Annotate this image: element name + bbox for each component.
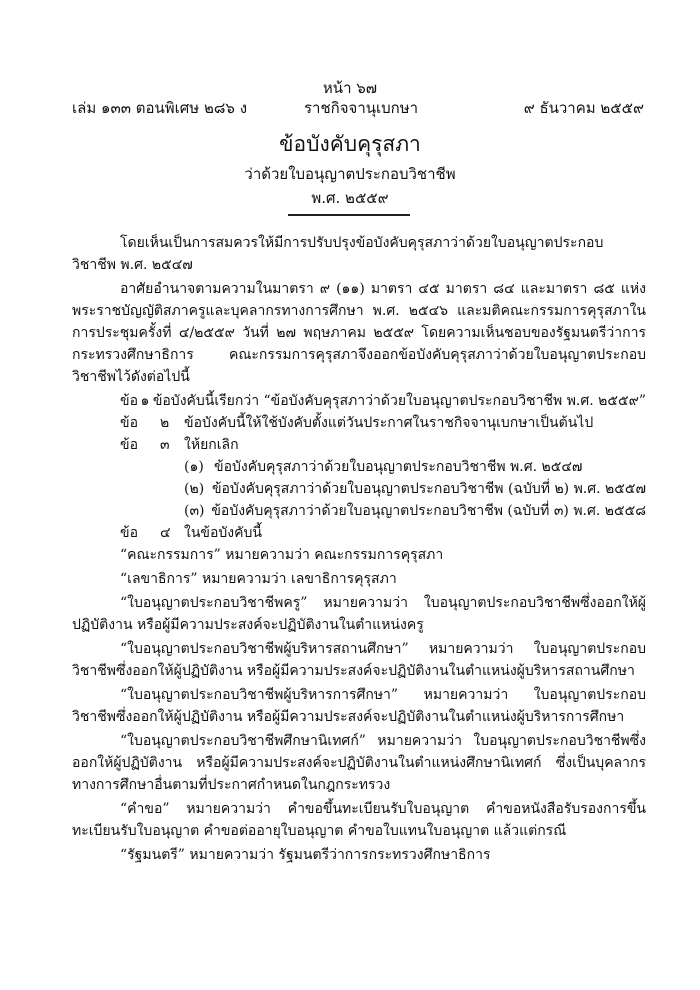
definition: “ใบอนุญาตประกอบวิชาชีพศึกษานิเทศก์” หมายความว่า ใบอนุญาตประกอบวิชาชีพซึ่งออกให้ผู้ปฏิบัติงาน หรือผู้มีความประสงค์จะปฏิบัติงานในตำแหน่งศึกษานิเทศก์ ซึ่งเป็นบุคลากรทางการศึกษาอื่นตามที่ประกาศกำหนดในกฎกระทรวง [72,733,646,793]
volume-info: เล่ม ๑๓๓ ตอนพิเศษ ๒๘๖ ง [72,99,248,117]
item-number: (๑) [184,459,204,475]
clause-number: ๒ [160,415,170,431]
item-text: ข้อบังคับคุรุสภาว่าด้วยใบอนุญาตประกอบวิชาชีพ (ฉบับที่ ๒) พ.ศ. ๒๕๕๗ [211,481,646,497]
clause-row [72,434,646,456]
definition: “ใบอนุญาตประกอบวิชาชีพครู” หมายความว่า ใบอนุญาตประกอบวิชาชีพซึ่งออกให้ผู้ปฏิบัติงาน หรือผู้มีความประสงค์จะปฏิบัติงานในตำแหน่งครู [72,595,646,633]
clause-row [72,412,646,434]
clause-number: ๔ [160,525,171,541]
definition: “เลขาธิการ” หมายความว่า เลขาธิการคุรุสภา [120,571,397,587]
preamble-paragraph: อาศัยอำนาจตามความในมาตรา ๙ (๑๑) มาตรา ๔๕ มาตรา ๘๔ และมาตรา ๘๕ แห่งพระราชบัญญัติสภาครูและบุคลากรทางการศึกษา พ.ศ. ๒๕๔๖ และมติคณะกรรมการคุรุสภาในการประชุมครั้งที่ ๔/๒๕๕๙ วันที่ ๒๗ พฤษภาคม ๒๕๕๙ โดยความเห็นชอบของรัฐมนตรีว่าการกระทรวงศึกษาธิการ คณะกรรมการคุรุสภาจึงออกข้อบังคับคุรุสภาว่าด้วยใบอนุญาตประกอบวิชาชีพไว้ดังต่อไปนี้ [72,281,646,385]
clause-label: ข้อ [120,393,138,409]
clause-label: ข้อ [120,437,138,453]
clause-label: ข้อ [120,415,138,431]
gazette-name: ราชกิจจานุเบกษา [304,99,419,117]
gazette-header [72,96,644,116]
page-number: หน้า ๖๗ [322,79,378,97]
repealed-item [72,456,646,478]
definition: “คณะกรรมการ” หมายความว่า คณะกรรมการคุรุสภา [120,547,444,563]
document-subtitle: ว่าด้วยใบอนุญาตประกอบวิชาชีพ [244,165,456,183]
clause-text: ในข้อบังคับนี้ [184,525,262,541]
repealed-item [72,500,646,522]
clause-text: ข้อบังคับนี้ให้ใช้บังคับตั้งแต่วันประกาศในราชกิจจานุเบกษาเป็นต้นไป [184,415,594,431]
clause-label: ข้อ [120,525,138,541]
preamble-paragraph: โดยเห็นเป็นการสมควรให้มีการปรับปรุงข้อบังคับคุรุสภาว่าด้วยใบอนุญาตประกอบวิชาชีพ พ.ศ. ๒๕๔๗ [72,235,604,273]
definition: “ใบอนุญาตประกอบวิชาชีพผู้บริหารการศึกษา” หมายความว่า ใบอนุญาตประกอบวิชาชีพซึ่งออกให้ผู้ปฏิบัติงาน หรือผู้มีความประสงค์จะปฏิบัติงานในตำแหน่งผู้บริหารการศึกษา [72,687,646,725]
definition: “รัฐมนตรี” หมายความว่า รัฐมนตรีว่าการกระทรวงศึกษาธิการ [120,847,491,863]
item-text: ข้อบังคับคุรุสภาว่าด้วยใบอนุญาตประกอบวิชาชีพ พ.ศ. ๒๕๔๗ [214,459,583,475]
repealed-item [72,478,646,500]
document-body [72,232,646,868]
item-number: (๒) [184,481,205,497]
clause-number: ๑ [140,393,150,409]
document-year: พ.ศ. ๒๕๕๙ [311,189,389,207]
item-text: ข้อบังคับคุรุสภาว่าด้วยใบอนุญาตประกอบวิชาชีพ (ฉบับที่ ๓) พ.ศ. ๒๕๕๘ [211,503,646,519]
item-number: (๓) [184,503,205,519]
publication-date: ๙ ธันวาคม ๒๕๕๙ [523,99,644,117]
clause-text: ข้อบังคับนี้เรียกว่า “ข้อบังคับคุรุสภาว่าด้วยใบอนุญาตประกอบวิชาชีพ พ.ศ. ๒๕๕๙” [152,393,646,409]
clause-text: ให้ยกเลิก [184,437,239,453]
title-divider [288,214,410,216]
clause-row [72,390,646,412]
clause-number: ๓ [160,437,170,453]
definition: “คำขอ” หมายความว่า คำขอขึ้นทะเบียนรับใบอนุญาต คำขอหนังสือรับรองการขึ้นทะเบียนรับใบอนุญาต คำขอต่ออายุใบอนุญาต คำขอใบแทนใบอนุญาต แล้วแต่กรณี [72,801,646,839]
definition: “ใบอนุญาตประกอบวิชาชีพผู้บริหารสถานศึกษา” หมายความว่า ใบอนุญาตประกอบวิชาชีพซึ่งออกให้ผู้ปฏิบัติงาน หรือผู้มีความประสงค์จะปฏิบัติงานในตำแหน่งผู้บริหารสถานศึกษา [72,641,646,679]
document-title: ข้อบังคับคุรุสภา [279,132,421,156]
clause-row [72,522,646,544]
